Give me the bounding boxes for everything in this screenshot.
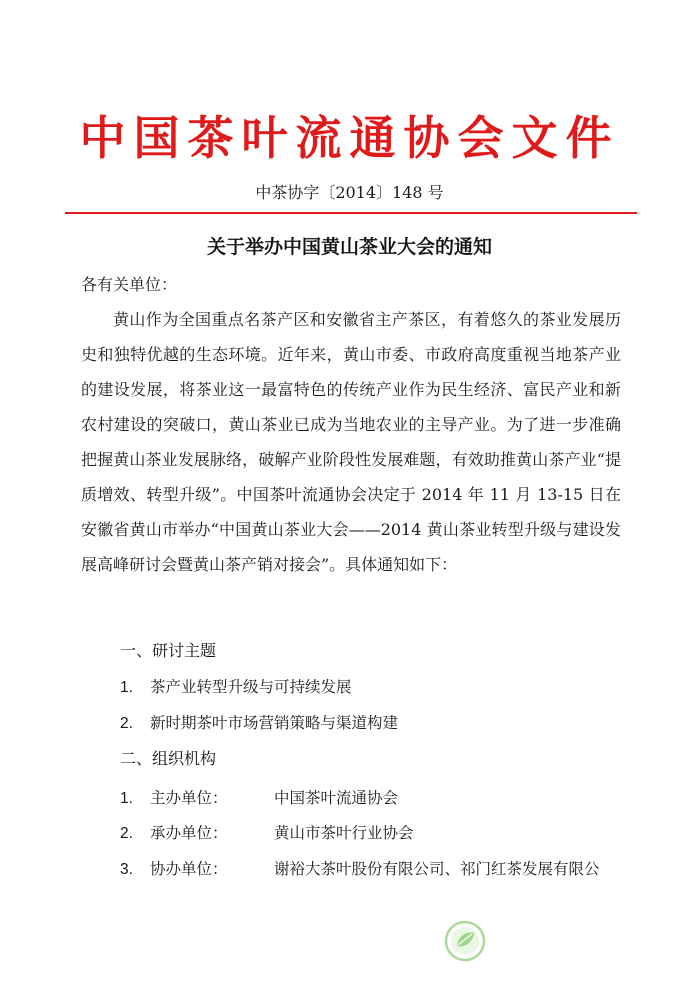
item-label: 协办单位： — [150, 860, 228, 878]
list-item — [120, 786, 398, 811]
body-paragraph: 黄山作为全国重点名茶产区和安徽省主产茶区，有着悠久的茶业发展历史和独特优越的生态环境。近年来，黄山市委、市政府高度重视当地茶产业的建设发展，将茶业这一最富特色的传统产业作为民生经济、富民产业和新农村建设的突破口，黄山茶业已成为当地农业的主导产业。为了进一步准确把握黄山茶业发展脉络，破解产业阶段性发展难题，有效助推黄山茶产业“提质增效、转型升级”。中国茶叶流通协会决定于 2014 年 11 月 13-15 日在安徽省黄山市举办“中国黄山茶业大会——2014 黄山茶业转型升级与建设发展高峰研讨会暨黄山茶产销对接会”。具体通知如下： — [81, 310, 621, 574]
item-label: 主办单位： — [150, 789, 228, 807]
item-number: 2. — [120, 825, 133, 842]
item-number: 1. — [120, 679, 133, 696]
section-heading-topics: 一、研讨主题 — [120, 641, 217, 660]
item-label: 承办单位： — [150, 824, 228, 842]
list-item — [120, 675, 352, 700]
list-item — [120, 857, 600, 882]
item-number: 1. — [120, 790, 133, 807]
list-item — [120, 821, 414, 846]
section-heading-organization: 二、组织机构 — [120, 749, 217, 768]
item-text: 茶产业转型升级与可持续发展 — [150, 678, 352, 696]
item-number: 2. — [120, 715, 133, 732]
notice-title: 关于举办中国黄山茶业大会的通知 — [206, 236, 492, 258]
red-divider-line — [65, 212, 637, 214]
item-text: 谢裕大茶叶股份有限公司、祁门红茶发展有限公 — [274, 860, 600, 878]
item-text: 黄山市茶叶行业协会 — [274, 824, 414, 842]
item-text: 中国茶叶流通协会 — [274, 789, 399, 807]
document-number: 中茶协字〔2014〕148 号 — [255, 183, 444, 202]
salutation: 各有关单位： — [81, 275, 178, 294]
letterhead-title: 中国茶叶流通协会文件 — [79, 111, 620, 165]
tea-leaf-logo-icon — [444, 920, 486, 962]
item-number: 3. — [120, 861, 133, 878]
item-text: 新时期茶叶市场营销策略与渠道构建 — [150, 714, 399, 732]
list-item — [120, 711, 398, 736]
